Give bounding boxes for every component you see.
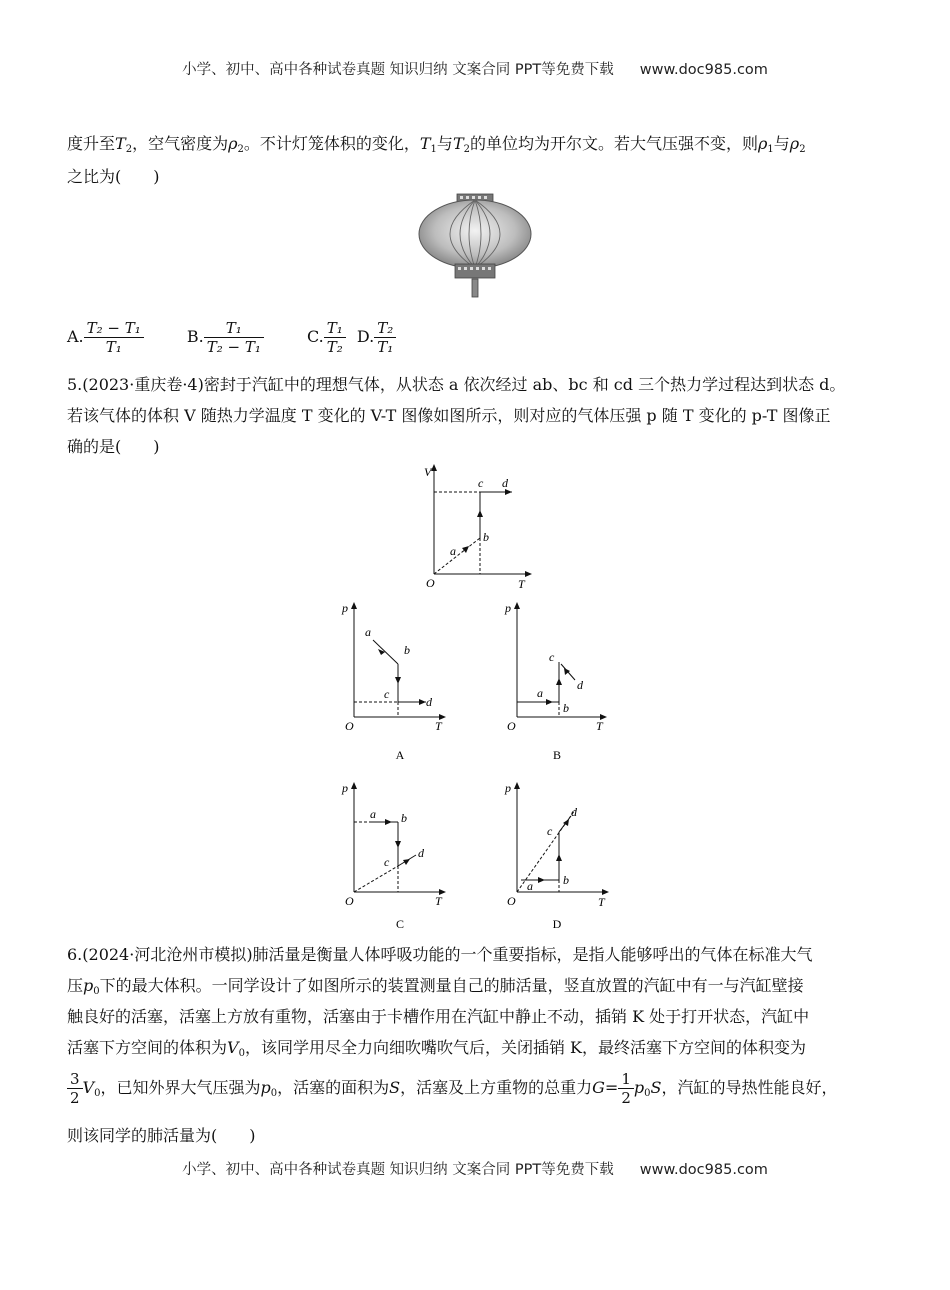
q5-b-label-a: a bbox=[537, 686, 543, 700]
q5-c-label-b: b bbox=[401, 811, 407, 825]
q5-a-label-d: d bbox=[426, 695, 432, 709]
q5-vt-label-b: b bbox=[483, 530, 489, 544]
q5-vt-label-a: a bbox=[450, 544, 456, 558]
page-header bbox=[0, 58, 950, 79]
q5-b-label-d: d bbox=[577, 678, 583, 692]
q5-d-label-p: p bbox=[505, 781, 511, 795]
q6-line-3: 触良好的活塞，活塞上方放有重物，活塞由于卡槽作用在汽缸中静止不动，插销 K 处于打开状态，汽缸中 bbox=[67, 1007, 810, 1026]
q6-line-5: $\frac{3}{2}$ $V_0$，已知外界大气压强为$p_0$，活塞的面积为S，活塞及上方重物的总重力G= $\frac{1}{2}$ $p_0S$，汽缸的导热性能良好， bbox=[67, 1066, 837, 1110]
q5-d-caption: D bbox=[552, 917, 562, 931]
q5-a-label-b: b bbox=[404, 643, 410, 657]
q6-frac-1-2: $\frac{1}{2}$ bbox=[618, 1070, 634, 1107]
footer-url[interactable]: www.doc985.com bbox=[639, 1162, 768, 1178]
q5-d-label-T: T bbox=[598, 895, 605, 909]
q5-b-caption: B bbox=[552, 748, 562, 762]
q5-a-label-c: c bbox=[384, 687, 390, 701]
q5-a-label-p: p bbox=[342, 601, 348, 615]
q4-option-d[interactable]: D. $\frac{\text{T₂}}{\text{T₁}}$ bbox=[357, 315, 396, 359]
q5-line-3: 确的是( ) bbox=[67, 437, 160, 456]
q4-line-1: 度升至$T_2$，空气密度为$\rho_2$。不计灯笼体积的变化，$T_1$与$T_2$的单位均为开尔文。若大气压强不变，则$\rho_1$与$\rho_2$ bbox=[67, 134, 806, 155]
q6-line-4: 活塞下方空间的体积为$V_0$，该同学用尽全力向细吹嘴吹气后，关闭插销 K，最终活塞下方空间的体积变为 bbox=[67, 1038, 806, 1059]
q5-c-label-O: O bbox=[345, 894, 354, 908]
q4-option-b[interactable]: B. $\frac{\text{T₁}}{\text{T₂ − T₁}}$ bbox=[187, 315, 264, 359]
q5-line-1: 5.(2023·重庆卷·4)密封于汽缸中的理想气体，从状态 a 依次经过 ab、bc 和 cd 三个热力学过程达到状态 d。 bbox=[67, 375, 846, 394]
q5-vt-label-O: O bbox=[426, 576, 435, 590]
q5-vt-label-V: V bbox=[424, 465, 432, 479]
header-text: 小学、初中、高中各种试卷真题 知识归纳 文案合同 PPT等免费下载 bbox=[182, 62, 614, 78]
q6-line-1: 6.(2024·河北沧州市模拟)肺活量是衡量人体呼吸功能的一个重要指标，是指人能够呼出的气体在标准大气 bbox=[67, 945, 813, 964]
page-footer bbox=[0, 1158, 950, 1179]
q6-line-2: 压$p_0$下的最大体积。一同学设计了如图所示的装置测量自己的肺活量，竖直放置的汽缸中有一与汽缸壁接 bbox=[67, 976, 804, 997]
q5-vt-label-d: d bbox=[502, 476, 508, 490]
q5-b-label-c: c bbox=[549, 650, 555, 664]
q5-line-2: 若该气体的体积 V 随热力学温度 T 变化的 V-T 图像如图所示，则对应的气体压强 p 随 T 变化的 p-T 图像正 bbox=[67, 406, 831, 425]
q5-d-label-b: b bbox=[563, 873, 569, 887]
header-url[interactable]: www.doc985.com bbox=[639, 62, 768, 78]
q5-a-caption: A bbox=[395, 748, 405, 762]
q5-b-label-p: p bbox=[505, 601, 511, 615]
q5-option-a-graph[interactable] bbox=[340, 600, 455, 765]
q5-a-label-O: O bbox=[345, 719, 354, 733]
q5-vt-label-c: c bbox=[478, 476, 484, 490]
q5-c-label-a: a bbox=[370, 807, 376, 821]
q5-option-b-graph[interactable] bbox=[497, 600, 612, 765]
q5-c-label-p: p bbox=[342, 781, 348, 795]
q5-b-label-b: b bbox=[563, 701, 569, 715]
lantern-illustration bbox=[415, 192, 535, 302]
q5-d-label-a: a bbox=[527, 879, 533, 893]
q5-c-label-T: T bbox=[435, 894, 442, 908]
q4-option-a[interactable]: A. $\frac{\text{T₂ − T₁}}{\text{T₁}}$ bbox=[67, 315, 144, 359]
q5-c-caption: C bbox=[395, 917, 405, 931]
q5-d-label-O: O bbox=[507, 894, 516, 908]
q4-option-c[interactable]: C. $\frac{\text{T₁}}{\text{T₂}}$ bbox=[307, 315, 346, 359]
q6-line-6: 则该同学的肺活量为( ) bbox=[67, 1126, 256, 1145]
q5-a-label-T: T bbox=[435, 719, 442, 733]
q5-vt-label-T: T bbox=[518, 577, 525, 591]
q5-b-label-O: O bbox=[507, 719, 516, 733]
q5-a-label-a: a bbox=[365, 625, 371, 639]
q4-options bbox=[67, 314, 396, 358]
q6-frac-3-2: $\frac{3}{2}$ bbox=[67, 1070, 83, 1107]
q4-line-2: 之比为( ) bbox=[67, 167, 160, 186]
q5-d-label-d: d bbox=[571, 805, 577, 819]
q5-d-label-c: c bbox=[547, 824, 553, 838]
footer-text: 小学、初中、高中各种试卷真题 知识归纳 文案合同 PPT等免费下载 bbox=[182, 1162, 614, 1178]
q5-option-c-graph[interactable] bbox=[340, 780, 455, 935]
q5-c-label-d: d bbox=[418, 846, 424, 860]
q5-c-label-c: c bbox=[384, 855, 390, 869]
q5-vt-graph bbox=[420, 462, 540, 592]
q5-option-d-graph[interactable] bbox=[497, 780, 612, 935]
q5-b-label-T: T bbox=[596, 719, 603, 733]
